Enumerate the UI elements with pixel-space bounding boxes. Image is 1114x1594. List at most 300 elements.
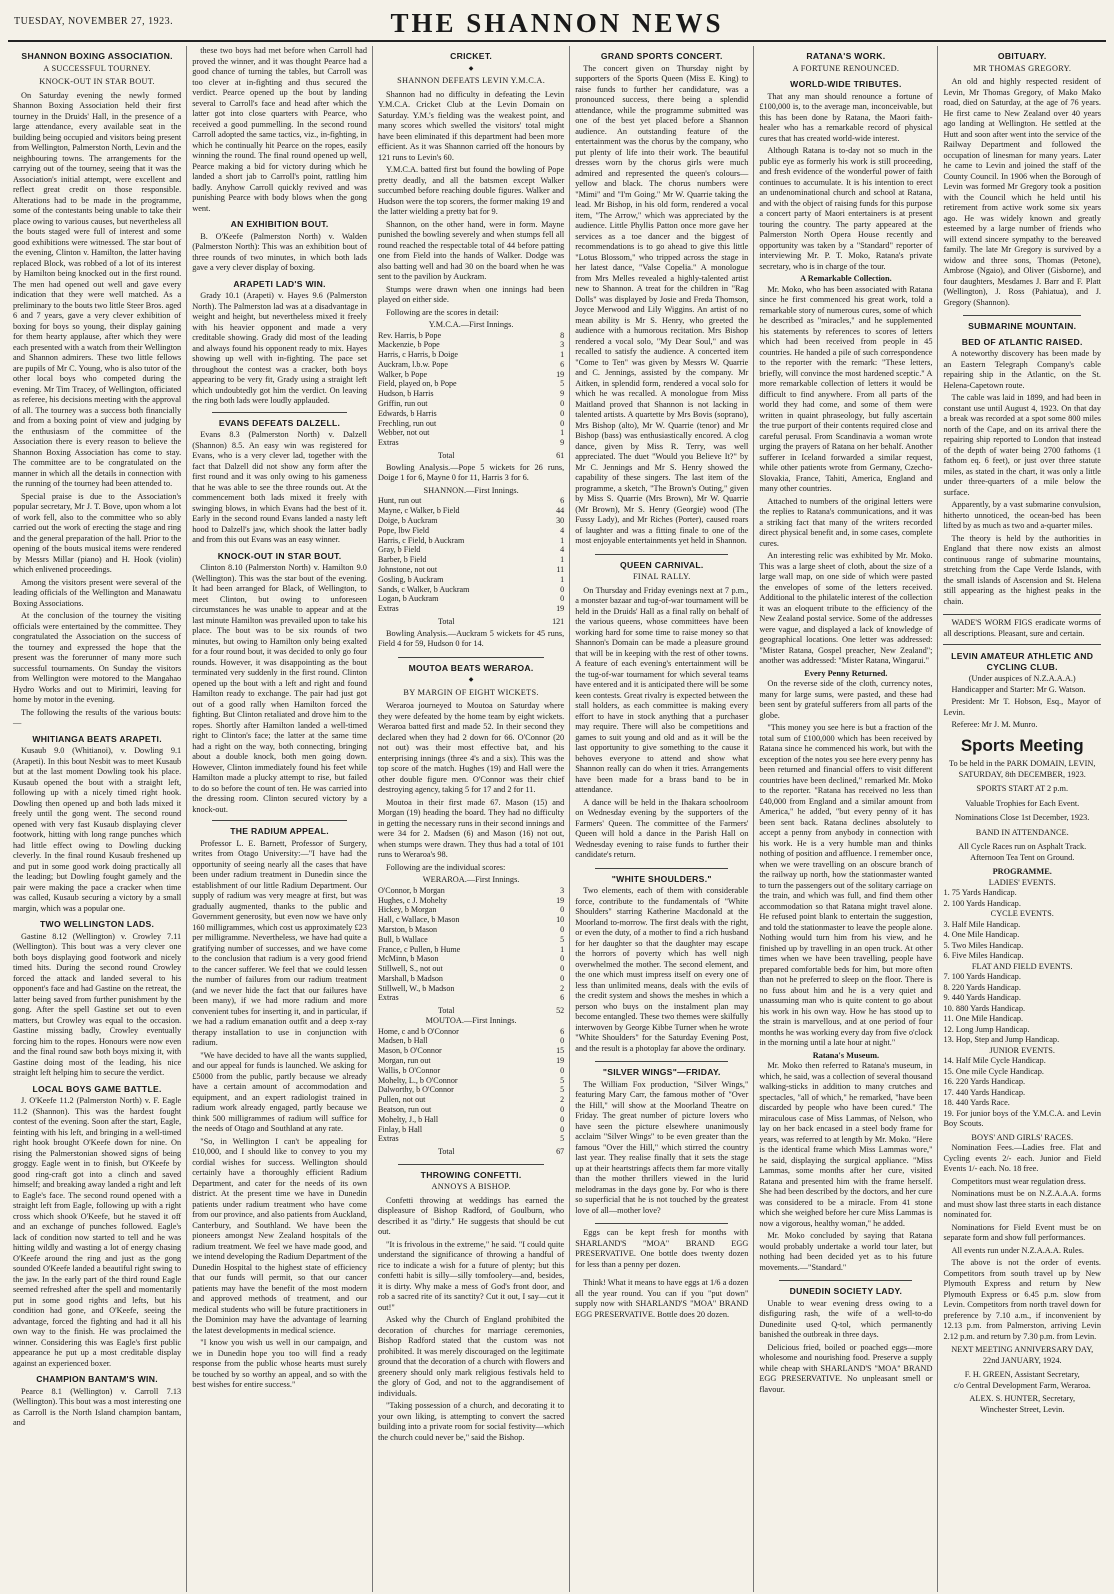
cycle-note: All Cycle Races run on Asphalt Track. Afternoon Tea Tent on Ground.: [958, 842, 1087, 862]
batsman: Hall, c Wallace, b Mason: [377, 915, 460, 925]
paragraph: Nominations must be on N.Z.A.A.A. forms and must show last three starts in each distance nominated for.: [943, 1189, 1101, 1219]
event-item: 4. One Mile Handicap.: [943, 930, 1020, 939]
runs: 5: [560, 1134, 565, 1144]
batsman: Sands, c Walker, b Auckram: [377, 584, 470, 594]
paragraph: Attached to numbers of the original letters were the replies to Ratana's communications, and it was a striking fact that many of the writers recorded direct physical benefit and, in some cases, complete cures.: [759, 496, 933, 548]
batsman: Wallis, b O'Connor: [377, 1065, 441, 1075]
runs: 0: [560, 905, 565, 915]
score-row: [378, 1036, 564, 1046]
subheadline: A SUCCESSFUL TOURNEY.: [43, 63, 151, 73]
article-body: [575, 586, 748, 861]
event-item: 13. Hop, Step and Jump Handicap.: [943, 1035, 1060, 1044]
batsman: Field, played on, b Pope: [377, 379, 457, 389]
total-label: Total: [437, 1147, 455, 1157]
batsman: Rev. Harris, b Pope: [377, 330, 442, 340]
runs: 0: [560, 973, 565, 983]
paragraph: "I know you wish us well in our campaign, and we in Dunedin hope you too will find a ready response from the public whose hearts must surely be touched by so worthy an appeal, and so with the best wishes for entire success.": [192, 1338, 367, 1389]
event-item: 1. 75 Yards Handicap.: [943, 888, 1017, 897]
runs: 19: [556, 604, 565, 614]
paragraph: "It is frivolous in the extreme," he said. "I could quite understand the significance of throwing a handful of rice to indicate a wish for a future of plenty; but this confetti habit is silly—silly tomfoolery—and, besides, it is dirty. Why make a mess of God's front door, and rob a sacred rite of its sanctity? Cut it out, I say—cut it out!": [377, 1239, 565, 1312]
runs: 9: [560, 438, 565, 448]
total-row: [378, 1003, 564, 1016]
batsman: Harris, c Field, b Auckram: [377, 535, 465, 545]
batsman: Logan, b Auckram: [377, 594, 439, 604]
batsman: Pullen, not out: [377, 1095, 426, 1105]
batsman: Extras: [377, 604, 399, 614]
score-row: [378, 1105, 564, 1115]
divider: [212, 412, 347, 413]
runs: 4: [560, 545, 565, 555]
concert-story: [575, 51, 748, 547]
headline: SHANNON BOXING ASSOCIATION.: [21, 51, 173, 61]
event-item: 15. One mile Cycle Handicap.: [943, 1066, 1044, 1076]
paragraph: Clinton 8.10 (Palmerston North) v. Hamilton 9.0 (Wellington). This was the star bout of the evening. It had been arranged for Black, of Wellington, to meet Clinton, but owing to unforeseen circumstances he was unable to appear and at the last minute Hamilton was prevailed upon to take his place. The bout was to be six rounds of two minutes, but owing to Hamilton only being exalted for a four round bout, it was decided to only go four rounds. However, it was disappointing as the bout terminated very suddenly in the first round. Clinton opened up the bout with a left and right and found Hamilton ready to exchange. The pair had just got out of a good rally when Hamilton forced the fighting. But Clinton retaliated and drove him to the ropes. Shortly after Hamilton landed a well-timed right to Clinton's face; the latter at the same time had a right on the way, both connecting, bringing about a double knock, both men going down. However, Clinton immediately found his feet while Hamilton made a plucky attempt to rise, but failed to do so before the count of ten. He was carried into the dressing room. Clinton secured victory by a knock-out.: [192, 563, 367, 814]
runs: 0: [560, 1124, 565, 1134]
paragraph: "This money you see here is but a fraction of the total sum of £100,000 which has been received by Ratana since he commenced his work, but with the exception of the notes you see here every penny has been returned and financial offers to visit different countries have been declined," remarked Mr. Moko to the reporter. "Ratana has received no less than £40,000 from England and a similar amount from America," he added, "but every penny of it has been sent back. Ratana declines absolutely to accept a penny from anybody in connection with his work. He is a very humble man and thinks nothing of position and affluence. I remember once, when we were travelling on an obscure branch of the railway up north, how the stationmaster wanted to turn the passengers out of the solitary carriage on the train, and which was full, and find them other accommodation so that Ratana might travel alone. He refused point blank to entertain the suggestion, and told the stationmaster to leave the people alone. Nothing would turn him from his view, and he finished up by travelling in an open truck. At other times when we have been travelling, people have prepared comfortable beds for him, but more often than not he preferred to sleep on the floor. There is no fuss about him and he is a very quiet and unassuming man who is quite content to go about his work in his own way. How he has stood up to the strain is marvellous, and at one period of four months he was working every day from five o'clock in the morning until a late hour at night.": [759, 723, 933, 1047]
bout-heading: ARAPETI LAD'S WIN.: [233, 278, 326, 289]
runs: 3: [560, 340, 565, 350]
score-row: [378, 409, 564, 419]
runs: 15: [556, 1046, 565, 1056]
runs: 0: [560, 584, 565, 594]
runs: 1: [560, 350, 565, 360]
headline: DUNEDIN SOCIETY LADY.: [789, 1286, 903, 1296]
score-row: [378, 555, 564, 565]
trophies: Valuable Trophies for Each Event.: [965, 798, 1080, 808]
bowling-analysis: Bowling Analysis.—Pope 5 wickets for 26 runs, Doige 1 for 6, Mayne 0 for 11, Harris 3 for 6.: [377, 462, 565, 483]
paragraph: Pearce 8.1 (Wellington) v. Carroll 7.13 (Wellington). This bout was a most interesting one as Carroll is the North Island champion bantam, and: [13, 1386, 182, 1427]
runs: 5: [560, 1085, 565, 1095]
headline: GRAND SPORTS CONCERT.: [600, 51, 723, 61]
score-row: [378, 585, 564, 595]
paragraph: Mr. Moko, who has been associated with Ratana since he first commenced his great work, told a remarkable story of numerous cures, some of which he described as "miracles," and he supplemented his statements by references to scores of letters which had been received from people in 45 countries. He handed a pile of such correspondence to the reporter with the remark: "These letters, briefly, will convince the most hardened sceptic." A more remarkable collection of letters it would be difficult to find anywhere. From all parts of the world they had come, and some of them were written in quaint phraseology, but fully ascertain the true purport of their contents required close and careful perusal. From Scandinavia a woman wrote urging the prayers of Ratana on her behalf. Another sufferer in Iceland forwarded a similar request, while other patients wrote from Germany, Czecho-Slovakia, France, Tahiti, America, England and many other countries.: [759, 284, 933, 493]
advertisement-eggs: [575, 1228, 748, 1320]
bout-heading: KNOCK-OUT IN STAR BOUT.: [217, 550, 342, 561]
paragraph: Among the visitors present were several of the leading officials of the Wellington and Manawatu Boxing Associations.: [13, 577, 182, 608]
batsman: Marston, b Mason: [377, 924, 438, 934]
event-item: 2. 100 Yards Handicap.: [943, 898, 1021, 908]
batsman: Mason, b O'Connor: [377, 1046, 442, 1056]
headline: CRICKET.: [450, 51, 493, 61]
score-row: [378, 370, 564, 380]
score-row: [378, 974, 564, 984]
runs: 0: [560, 418, 565, 428]
runs: 0: [560, 954, 565, 964]
runs: 0: [560, 1104, 565, 1114]
divider: [595, 868, 728, 869]
runs: 19: [556, 895, 565, 905]
event-item: 9. 440 Yards Handicap.: [943, 993, 1021, 1002]
ad-title: Sports Meeting: [960, 735, 1084, 755]
score-row: [378, 1115, 564, 1125]
runs: 0: [560, 1114, 565, 1124]
headline: OBITUARY.: [997, 51, 1047, 61]
paragraph: these two boys had met before when Carroll had proved the winner, and it was thought Pearce had a good chance of turning the tables, but Carroll was too clever at in-fighting and thus secured the verdict. Pearce opened up the bout by landing several to Carroll's face and head after which the latter got into close quarters with Pearce, who received a good pummelling. In the second round Carroll adopted the same tactics, viz., in-fighting, in which he continually hit Pearce on the ropes, easily winning the round. The final round opened up well, Pearce making a bid for victory during which he landed a short jab to Carroll's point, rattling him badly. Anyhow Carroll quickly revived and was punishing Pearce with body blows when the gong went.: [192, 46, 367, 213]
section-heading: Every Penny Returned.: [804, 668, 888, 678]
runs: 6: [560, 993, 565, 1003]
issue-date: TUESDAY, NOVEMBER 27, 1923.: [14, 16, 174, 27]
innings-heading: SHANNON.—First Innings.: [423, 485, 519, 495]
score-row: [378, 545, 564, 555]
event-group-heading: JUNIOR EVENTS.: [989, 1045, 1055, 1055]
batsman: Mayne, c Walker, b Field: [377, 506, 460, 516]
batsman: McMinn, b Mason: [377, 954, 439, 964]
paragraph: Special praise is due to the Association's popular secretary, Mr J. T. Bove, upon whom a lot of work fell, also to the committee who so ably carried out the work of erecting the stage and ring and the general preparation of the hall. Prior to the opening of the bouts musical items were rendered by Messrs Millar (piano) and H. Hook (violin) which enlivened proceedings.: [13, 491, 182, 574]
innings-heading: MOUTOA.—First Innings.: [425, 1016, 517, 1026]
paragraph: B. O'Keefe (Palmerston North) v. Walden (Palmerston North): This was an exhibition bout of three rounds of two minutes, in which both lads gave a very clever display of boxing.: [192, 231, 367, 272]
programme-heading: PROGRAMME.: [992, 867, 1052, 876]
event-item: 18. 440 Yards Race.: [943, 1098, 1010, 1107]
batsman: Johnstone, not out: [377, 564, 438, 574]
score-row: [378, 340, 564, 350]
paragraph: Unable to wear evening dress owing to a disfiguring rash, the wife of a well-to-do Dunedinite used Q-tol, which permanently banished the outbreak in three days.: [759, 1298, 933, 1339]
signature: ALEX. S. HUNTER, Secretary,: [969, 1394, 1076, 1403]
batsman: Dalworthy, b O'Connor: [377, 1085, 454, 1095]
event-item: 14. Half Mile Cycle Handicap.: [943, 1056, 1046, 1065]
article-body: [943, 77, 1101, 308]
runs: 0: [560, 964, 565, 974]
official: President: Mr T. Hobson, Esq., Mayor of Levin.: [943, 697, 1101, 717]
runs: 0: [560, 594, 565, 604]
officials: [943, 685, 1101, 731]
batsman: O'Connor, b Morgan: [377, 885, 445, 895]
runs: 10: [556, 915, 565, 925]
score-row: [378, 536, 564, 546]
runs: 1: [560, 428, 565, 438]
score-row: [378, 1046, 564, 1056]
paragraph: Asked why the Church of England prohibited the decoration of churches for marriage ceremonies, Bishop Radford stated that the custom was not prohibited. It was merely discouraged on the legitimate ground that the decoration of a church with flowers and greenery should only mark religious festivals held to the glory of God, and not to the aggrandisement of individuals.: [377, 1315, 565, 1398]
confetti-story: [378, 1170, 564, 1444]
cricket-story: [378, 51, 564, 650]
event-item: 8. 220 Yards Handicap.: [943, 982, 1021, 992]
batsman: Walker, b Pope: [377, 369, 428, 379]
article-body: [192, 46, 367, 815]
batsman: Hickey, b Morgan: [377, 905, 437, 915]
divider: [398, 1164, 544, 1165]
batsman: Extras: [377, 438, 399, 448]
total-row: [378, 448, 564, 461]
runs: 19: [556, 369, 565, 379]
subheadline: SHANNON DEFEATS LEVIN Y.M.C.A.: [397, 76, 546, 85]
score-row: [378, 350, 564, 360]
batsman: France, c Pullen, b Hume: [377, 944, 461, 954]
nominations: Nominations Close 1st December, 1923.: [955, 813, 1090, 822]
score-row: [378, 1076, 564, 1086]
batsman: Hughes, c J. Mohelty: [377, 895, 447, 905]
signature: c/o Central Development Farm, Weraroa.: [953, 1380, 1091, 1390]
runs: 1: [560, 944, 565, 954]
paragraph: Nomination Fees.—Ladies free. Flat and Cycling events 2/- each. Junior and Field Events 1/- each. No. 18 free.: [943, 1143, 1101, 1173]
paragraph: Two elements, each of them with considerable force, contribute to the fundamentals of "White Shoulders" starring Katherine Macdonald at the Moorland to-morrow. The first deals with the right, or even the duty, of a mother to find a rich husband for her daughter so that the daughter may escape the horrors of poverty which has well nigh overwhelmed the mother. The second element, and the one which must impress itself on every one of less than unlimited means, deals with the evils of the credit system and shows the meshes in which a person who buys on the instalment plan may become entangled. These two themes were skilfully interwoven by George Kibbe Turner when he wrote "White Shoulders" for the Saturday Evening Post, and the result is a photoplay far above the ordinary.: [575, 886, 749, 1053]
headline: "SILVER WINGS"—FRIDAY.: [602, 1067, 721, 1077]
batsman: Hudson, b Harris: [377, 389, 434, 399]
paragraph: Grady 10.1 (Arapeti) v. Hayes 9.6 (Palmerston North). The Palmerston lad was at a disadvantage in weight and height, but nevertheless mixed it freely with his heavier opponent and made a very creditable showing. Grady did most of the leading and always found his opponent ready to mix. Hayes showing up well with in-fighting. The pace set throughout the contest was a cracker, both boys appearing to be very fit, Grady using a straight left which undoubtedly got him the verdict. On leaving the ring both lads were loudly applauded.: [192, 291, 367, 405]
subheadline: ANNOYS A BISHOP.: [431, 1182, 511, 1192]
event-item: 5. Two Miles Handicap.: [943, 940, 1024, 950]
paragraph: The William Fox production, "Silver Wings," featuring Mary Carr, the famous mother of "Over the Hill," will show at the Moorland Theatre on Friday. The great number of picture lovers who have seen the picture elsewhere unanimously acclaim "Silver Wings" to be even greater than the famous "Over the Hill," which stirred the country last year. They realise finally that it sets the stage up at their heartstrings affects them far more vitally than the mother thrillers viewed in the lurid melodramas in the days gone by. For who is there so superficial that he is not touched by the greatest love of all—mother love?: [575, 1079, 749, 1215]
runs: 5: [560, 379, 565, 389]
paragraph: All events run under N.Z.A.A.A. Rules.: [951, 1245, 1084, 1255]
paragraph: Stumps were drawn when one innings had been played on either side.: [377, 284, 565, 304]
divider: [779, 1280, 912, 1281]
batsman: Barber, b Field: [377, 555, 427, 565]
batsman: Auckram, l.b.w. Pope: [377, 359, 449, 369]
band: BAND IN ATTENDANCE.: [975, 827, 1069, 837]
subheadline: A FORTUNE RENOUNCED.: [792, 63, 900, 73]
divider: [398, 657, 544, 658]
runs: 0: [560, 408, 565, 418]
paragraph: "We have decided to have all the wants supplied, and our appeal for funds is launched. We asking for £5000 from the public, partly because we already have a certain amount of accommodation and equipment, and an expert radiologist trained in radium work already engaged, partly because we think 500 milligrammes of radium will suffice for the needs of Otago and Southland at any rate.: [192, 1050, 367, 1133]
score-row: [378, 594, 564, 604]
runs: 19: [556, 1055, 565, 1065]
paragraph: Mr. Moko concluded by saying that Ratana would probably undertake a world tour later, but nothing had been decided yet as to his future movements.—"Standard.": [759, 1231, 933, 1272]
paragraph: Apparently, by a vast submarine convulsion, hitherto unnoticed, the ocean-bed has been lifted by as much as two and a-quarter miles.: [943, 500, 1101, 530]
subheadline: BED OF ATLANTIC RAISED.: [961, 336, 1083, 347]
total-value: 52: [556, 1006, 565, 1016]
paragraph: A noteworthy discovery has been made by an Eastern Telegraph Company's cable repairing ship in the Atlantic, on the St. Helena-Capetown route.: [943, 349, 1101, 390]
event-item: 10. 880 Yards Handicap.: [943, 1003, 1026, 1013]
event-item: 19. For junior boys of the Y.M.C.A. and Levin Boy Scouts.: [943, 1108, 1101, 1128]
total-label: Total: [437, 451, 455, 461]
article-body: [575, 64, 748, 547]
dunedin-story: [759, 1286, 932, 1395]
score-row: [378, 1085, 564, 1095]
bowling-analysis: Bowling Analysis.—Auckram 5 wickets for 45 runs, Field 4 for 59, Hudson 0 for 14.: [377, 628, 565, 649]
total-value: 61: [556, 451, 565, 461]
article-body: [378, 1196, 564, 1444]
runs: 2: [560, 1095, 565, 1105]
article-body: [759, 1299, 932, 1396]
batsman: Webber, not out: [377, 428, 430, 438]
runs: 1: [560, 574, 565, 584]
event-item: 17. 440 Yards Handicap.: [943, 1087, 1026, 1097]
runs: 6: [560, 496, 565, 506]
club-name: LEVIN AMATEUR ATHLETIC AND CYCLING CLUB.: [951, 651, 1094, 672]
column-5: [754, 46, 938, 1592]
runs: 0: [560, 399, 565, 409]
headline: "WHITE SHOULDERS.": [611, 873, 712, 884]
score-row: [378, 379, 564, 389]
batsman: Mackenzie, b Pope: [377, 340, 440, 350]
runs: 4: [560, 525, 565, 535]
article-body: [192, 839, 367, 1391]
event-list: [943, 920, 1101, 962]
event-item: 11. One Mile Handicap.: [943, 1014, 1024, 1023]
scorecard-shannon: [378, 496, 564, 626]
article-body: [13, 91, 181, 1429]
paragraph: On Saturday evening the newly formed Shannon Boxing Association held their first tourney in the Druids' Hall, in the presence of a large attendance, every available seat in the building being occupied and visitors being present from Wellington, Palmerston North, Levin and the neighbouring towns. The arrangements for the carrying out of the tourney, seeing that it was the Association's initial attempt, were excellent and reflect great credit on those responsible. Alterations had to be made in the programme, some of the contestants being unable to take their place owing to various causes, but nevertheless all the bouts staged were full of interest and some good exhibitions were witnessed. The star bout of the evening, Clinton v. Hamilton, the latter having replaced Block, was robbed of a lot of its interest by Hamilton being knocked out in the first round. The men had opened out well and gave every indication that they were well matched. As a preliminary to the bouts two little Steer Bros. aged 6 and 7 years, gave a very clever exhibition of boxing for boys so young, their display gaining for them hearty applause, after which they were each presented with a watch from their Wellington and Shannon admirers. These two little fellows are pupils of Mr C. Young, who is also tutor of the other local boys who competed during the evening. Mr Tim Tracey, of Wellington, officiated as referee, his decisions meeting with the approval of all. The tourney was a success both financially and from a boxing point of view and judging by the enthusiasm of the committee of the Association there is every reason to believe the Shannon Boxing Association has come to stay. The committee are to be congratulated on the manner in which all the details in connection with the running of the tourney had been attended to.: [13, 90, 182, 488]
paragraph: "Taking possession of a church, and decorating it to your own liking, is attempting to convert the sacred building into a private room for social festivity—which the church could never be," said the Bishop.: [377, 1401, 565, 1442]
paragraph: Kusaub 9.0 (Whitianoi), v. Dowling 9.1 (Arapeti). In this bout Nesbit was to meet Kusaub but at the last moment Dowling took his place. Kusaub opened the bout with a straight left, following up with a nicely timed right hook. Dowling then opened up and both lads mixed it freely until the gong went. The second round opened with very fast Kusaub displaying clever footwork, hitting with long range punches which had little effect owing to Dowling ducking cleverly. In the final round Kusaub freshened up and put in some good work doing practically all the leading; but Dowling fought gamely and the pair were making the pace a cracker when time was called, Kusaub securing a victory by a small margin, which was a popular one.: [13, 746, 182, 913]
score-row: [378, 565, 564, 575]
carnival-story: [575, 560, 748, 861]
event-item: 6. Five Miles Handicap.: [943, 951, 1024, 960]
paragraph: Moutoa in their first made 67. Mason (15) and Morgan (19) heading the board. They had no difficulty in getting the necessary runs in their second innings and were 34 for 2. Madsen (6) and Mason (16) not out, when stumps were drawn. They thus had a total of 101 runs to Weraroa's 98.: [377, 797, 565, 860]
bout-heading: LOCAL BOYS GAME BATTLE.: [32, 1083, 162, 1094]
article-body: [378, 90, 564, 319]
official: Referee: Mr J. M. Munro.: [951, 720, 1038, 729]
paragraph: Shannon, on the other hand, were in form. Mayne punished the bowling severely and when stumps fell all round reached the respectable total of 44 before patting one from Field into the hands of Walker. Dodge was also batting well and had 30 on the board when he was sent to the pavilion by Auckram.: [377, 219, 565, 281]
score-row: [378, 428, 564, 438]
score-row: [378, 964, 564, 974]
scorecard-moutoa: [378, 1027, 564, 1157]
masthead: [8, 6, 1106, 42]
article-body: [759, 92, 932, 1274]
paragraph: Think! What it means to have eggs at 1/6 a dozen all the year round. You can if you "put down" supply now with SHARLAND'S "MOA" BRAND EGG PRESERVATIVE. Bottle does 20 dozen.: [575, 1278, 749, 1319]
score-row: [378, 331, 564, 341]
runs: 0: [560, 1036, 565, 1046]
score-row: [378, 575, 564, 585]
subheadline: KNOCK-OUT IN STAR BOUT.: [39, 77, 155, 86]
event-item: 12. Long Jump Handicap.: [943, 1024, 1030, 1034]
paragraph: Evans 8.3 (Palmerston North) v. Dalzell (Shannon) 8.5. An easy win was registered for Evans, who is a very clever lad, together with the fact that Dalzell did not show any form after the first round and it was only owing to his gameness that he was able to see the three rounds out. At the commencement both lads mixed it freely with swinging blows, in which Evans had the best of it. Early in the second round Evans landed a nasty left hood to Dalzell's jaw, which shook the latter badly and from this out Evans was an easy winner.: [192, 430, 367, 544]
score-row: [378, 419, 564, 429]
innings-heading: Y.M.C.A.—First Innings.: [428, 320, 514, 329]
headline: SUBMARINE MOUNTAIN.: [968, 321, 1077, 331]
total-label: Total: [437, 616, 455, 626]
subheadline: WORLD-WIDE TRIBUTES.: [790, 79, 902, 89]
venue: To be held in the PARK DOMAIN, LEVIN, SATURDAY, 8th DECEMBER, 1923.: [949, 759, 1096, 779]
score-row: [378, 1095, 564, 1105]
headline: MOUTOA BEATS WERAROA.: [408, 662, 534, 673]
paragraph: "So, in Wellington I can't be appealing for £10,000, and I should like to convey to you my cordial wishes for success. Wellington should certainly have a thoroughly efficient Radium Department, and cater for the needs of its own district. At the present time we have in Dunedin patients under radium treatment who have come from our province, and also patients from Auckland, Canterbury, and Southland. We have been the pioneers amongst New Zealand hospitals of the radium treatment. We feel we have made good, and we intend developing the Radium Department of the Dunedin Hospital to the highest state of efficiency that our funds will permit, so that our cancer patients may have the benefit of the most modern and approved methods of treatment, and our medical students who will be future practitioners in the Dominion may have the advantage of learning the latest developments in medical science.: [192, 1136, 367, 1335]
batsman: Stillwell, S., not out: [377, 964, 443, 974]
runs: 8: [560, 330, 565, 340]
runs: 1: [560, 555, 565, 565]
headline: THROWING CONFETTI.: [420, 1169, 522, 1180]
event-list: [943, 972, 1101, 1046]
score-row: [378, 1066, 564, 1076]
batsman: Gray, b Field: [377, 545, 421, 555]
score-row: [378, 896, 564, 906]
event-group-heading: BOYS' AND GIRLS' RACES.: [971, 1132, 1074, 1142]
next-meeting: NEXT MEETING ANNIVERSARY DAY, 22nd JANUARY, 1924.: [951, 1345, 1094, 1365]
column-6: [938, 46, 1106, 1592]
total-row: [378, 1144, 564, 1157]
score-row: [378, 399, 564, 409]
headline: QUEEN CARNIVAL.: [619, 559, 704, 570]
batsman: Doige, b Auckram: [377, 515, 438, 525]
runs: 0: [560, 1065, 565, 1075]
total-value: 121: [552, 616, 565, 626]
score-row: [378, 360, 564, 370]
paragraph: A dance will be held in the Ihakara schoolroom on Wednesday evening by the supporters of the Farmers' Queen. The committee of the Farmers' Queen will hold a dance in the Parish Hall on Wednesday evening to raise funds to further their candidate's return.: [575, 797, 749, 859]
event-item: 7. 100 Yards Handicap.: [943, 972, 1021, 981]
runs: 30: [556, 515, 565, 525]
subheadline: BY MARGIN OF EIGHT WICKETS.: [403, 687, 539, 697]
article-body: [575, 1080, 748, 1217]
score-row: [378, 993, 564, 1003]
paragraph: WADE'S WORM FIGS eradicate worms of all descriptions. Pleasant, sure and certain.: [943, 618, 1101, 638]
ornament: ◆: [468, 677, 474, 684]
score-row: [378, 516, 564, 526]
batsman: Pope, lbw Field: [377, 525, 430, 535]
ad-details: [943, 1143, 1101, 1342]
scorecard-ymca: [378, 331, 564, 461]
bout-heading: TWO WELLINGTON LADS.: [39, 919, 155, 929]
ratana-story: [759, 51, 932, 1273]
event-group-heading: FLAT AND FIELD EVENTS.: [971, 961, 1073, 971]
bout-heading: WHITIANGA BEATS ARAPETI.: [32, 733, 162, 744]
bout-heading: CHAMPION BANTAM'S WIN.: [36, 1374, 158, 1384]
column-2: [187, 46, 373, 1592]
batsman: Frechling, run out: [377, 418, 437, 428]
batsman: Beatson, run out: [377, 1104, 432, 1114]
batsman: Madsen, b Hall: [377, 1036, 428, 1046]
white-shoulders-story: [575, 874, 748, 1055]
paragraph: An interesting relic was exhibited by Mr. Moko. This was a large sheet of cloth, about the size of a large wall map, on one side of which were pasted the envelopes of some of the letters received. Additional to the philatelic interest of the collection it was an eloquent tribute to the efficiency of the New Zealand postal service. Some of the addresses were vague, and displayed a lack of knowledge of geographical locations. One letter was addressed: "Mister Ratana, Gospel preacher, New Zealand"; another was addressed: "Mister Ratana, Wingarui.": [759, 551, 933, 665]
columns: [8, 46, 1106, 1592]
runs: 6: [560, 359, 565, 369]
sports-advertisement: [943, 651, 1101, 1415]
batsman: Extras: [377, 993, 399, 1003]
batsman: Mohelty, J., b Hall: [377, 1114, 439, 1124]
headline: THE RADIUM APPEAL.: [230, 826, 329, 836]
score-row: [378, 954, 564, 964]
divider: [212, 820, 347, 821]
score-row: [378, 1027, 564, 1037]
innings-heading: WERAROA.—First Innings.: [422, 875, 520, 885]
paragraph: Mr. Moko then referred to Ratana's museum, in which, he said, was a collection of several thousand walking-sticks in addition to many crutches and spectacles, "all of which," he remarked, "have been discarded by people who have been cured." The miraculous case of Miss Lammas, of Nelson, who lay on her back encased in a steel body frame for years, was referred to at length by Mr. Moko. "Here is the identical frame which Miss Lammas wore," he said, displaying the surgical appliance. "Miss Lammas, some months after her cure, visited Ratana and presented him with the frame herself. She had been described by the doctors, and her cure was considered to be a miracle. From 41 stone which she weighed before her cure Miss Lammas is now a vigorous, healthy woman," he added.: [759, 1061, 933, 1228]
paragraph: Although Ratana is to-day not so much in the public eye as formerly his work is still proceeding, and fresh evidence of the wonderful power of faith continues to accumulate. It is his intention to erect an undenominational church and school at Ratana, and with the object of raising funds for this purpose a concert party of Maori entertainers is at present touring the country. The party appeared at the Palmerston North Opera House recently and opportunity was taken by a "Standard" reporter of interviewing Mr. P. T. Moko, Ratana's private secretary, who is in charge of the tour.: [759, 146, 933, 271]
ornament: ◆: [468, 65, 474, 72]
runs: 0: [560, 924, 565, 934]
signature: Winchester Street, Levin.: [980, 1404, 1065, 1414]
auspices: (Under auspices of N.Z.A.A.A.): [968, 674, 1076, 683]
batsman: Edwards, b Harris: [377, 408, 437, 418]
total-label: Total: [437, 1006, 455, 1016]
runs: 2: [560, 983, 565, 993]
batsman: Gosling, b Auckram: [377, 574, 444, 584]
submarine-story: [943, 321, 1101, 607]
paragraph: Confetti throwing at weddings has earned the displeasure of Bishop Radford, of Goulburn, who described it as "dirty." He suggests that should be cut out.: [377, 1195, 565, 1237]
total-value: 67: [556, 1147, 565, 1157]
score-row: [378, 1134, 564, 1144]
paragraph: The theory is held by the authorities in England that there now exists an almost continuous range of submarine mountains, stretching from the Cape Verde Islands, with the small islands of Ascension and St. Helena still appearing as the highest peaks in the chain.: [943, 533, 1101, 606]
divider: [595, 554, 728, 555]
silver-wings-story: [575, 1067, 748, 1216]
event-item: 16. 220 Yards Handicap.: [943, 1077, 1026, 1086]
moutoa-story: [378, 663, 564, 1157]
divider: [595, 1223, 728, 1224]
scorecard-weraroa: [378, 886, 564, 1016]
batsman: Marshall, b Madson: [377, 973, 443, 983]
score-row: [378, 526, 564, 536]
paragraph: On the reverse side of the cloth, currency notes, many for large sums, were pasted, and these had been sent by grateful sufferers from all parts of the globe.: [759, 679, 933, 720]
score-row: [378, 945, 564, 955]
bout-heading: AN EXHIBITION BOUT.: [230, 219, 329, 229]
batsman: Hunt, run out: [377, 496, 422, 506]
official: Handicapper and Starter: Mr G. Watson.: [951, 684, 1086, 694]
section-heading: A Remarkable Collection.: [800, 274, 892, 283]
runs: 1: [560, 535, 565, 545]
score-row: [378, 496, 564, 506]
subheadline: MR THOMAS GREGORY.: [973, 63, 1072, 73]
section-heading: Ratana's Museum.: [812, 1050, 880, 1060]
start-time: SPORTS START AT 2 p.m.: [976, 784, 1069, 793]
paragraph: At the conclusion of the tourney the visiting officials were entertained by the committee. They congratulated the Association on the success of the tourney and expressed the hope that the present was the forerunner of many more such successful tournaments. On Sunday the visitors from Wellington were motored to the Mangahao Hydro Works and out to Mirimiri, leaving for home by motor in the evening.: [13, 611, 182, 704]
article-body: [378, 701, 564, 873]
paragraph: Delicious fried, boiled or poached eggs—more wholesome and nourishing food. Preserve a supply while cheap with SHARLAND'S "MOA" BRAND EGG PRESERVATIVE. No unpleasant smell or flavour.: [759, 1342, 933, 1394]
score-row: [378, 935, 564, 945]
paragraph: Eggs can be kept fresh for months with SHARLAND'S "MOA" BRAND EGG PRESERVATIVE. One bottle does twenty dozen for less than a penny per dozen.: [575, 1228, 749, 1269]
paragraph: Gastine 8.12 (Wellington) v. Crowley 7.11 (Wellington). This bout was a very clever one both boys displaying good footwork and nicely timed hits. During the second round Crowley forced the attack and landed several to his opponent's face and had Gastine on the retreat, the latter being saved from further punishment by the gong. After the spell Gastine set out to even matters, but Crowley was equal to the occasion. Gastine missing badly, Crowley eventually forcing him to the ropes. Honours were now even and the final round saw both boys mixing it, with Gastine doing most of the leading, his nice straight left helping him to secure the verdict.: [13, 931, 182, 1077]
paragraph: Following are the individual scores:: [385, 862, 506, 872]
bout-heading: EVANS DEFEATS DALZELL.: [218, 417, 341, 428]
score-row: [378, 506, 564, 516]
advertisement-wade: [943, 614, 1101, 645]
runs: 44: [556, 506, 565, 516]
